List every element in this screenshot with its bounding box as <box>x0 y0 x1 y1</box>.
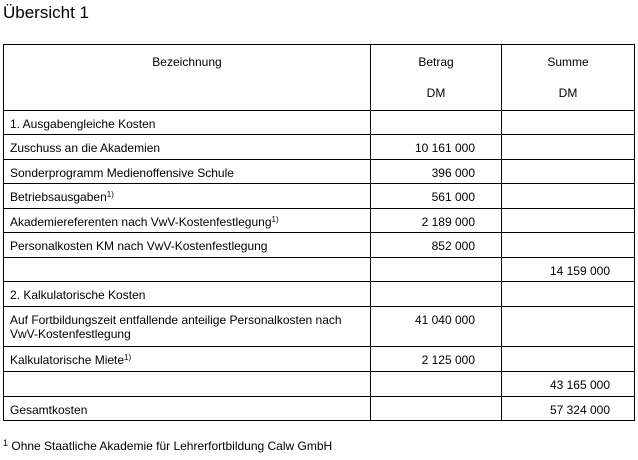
row-label: Gesamtkosten <box>10 403 88 417</box>
betrag-cell <box>371 111 502 135</box>
row-label-cell <box>4 372 371 397</box>
row-label-cell <box>4 233 371 258</box>
betrag-cell: 2 189 000 <box>371 209 502 233</box>
betrag-cell: 396 000 <box>371 160 502 184</box>
betrag-cell <box>371 258 502 282</box>
table-row <box>4 135 635 160</box>
footnote-marker: 1 <box>3 438 9 448</box>
summe-cell <box>502 184 635 209</box>
table-row <box>4 184 635 209</box>
subtotal-row <box>4 258 635 282</box>
betrag-cell: 41 040 000 <box>371 307 502 347</box>
cost-overview-table <box>3 44 635 421</box>
row-label-cell <box>4 135 371 160</box>
header-summe-label: Summe <box>547 55 589 69</box>
table-row <box>4 111 635 135</box>
summe-cell <box>502 282 635 307</box>
header-summe-unit: DM <box>558 86 578 100</box>
table-row <box>4 233 635 258</box>
row-label-cell <box>4 307 371 347</box>
summe-cell <box>502 111 635 135</box>
row-label-cell <box>4 184 371 209</box>
row-label: 1. Ausgabengleiche Kosten <box>10 117 156 131</box>
betrag-cell <box>371 282 502 307</box>
row-label-cell <box>4 209 371 233</box>
betrag-cell: 2 125 000 <box>371 347 502 372</box>
summe-cell: 14 159 000 <box>502 258 635 282</box>
row-label: Akademiereferenten nach VwV-Kostenfestlegung <box>10 215 272 229</box>
total-row <box>4 397 635 421</box>
table-row <box>4 282 635 307</box>
subtotal-row <box>4 372 635 397</box>
row-label: Auf Fortbildungszeit entfallende anteilige Personalkosten nach VwV-Kostenfestlegung <box>10 313 342 341</box>
row-label: Sonderprogramm Medienoffensive Schule <box>10 166 234 180</box>
footnote-ref: 1) <box>271 215 279 224</box>
row-label: Betriebsausgaben <box>10 190 107 204</box>
table-header-row <box>4 45 635 111</box>
row-label: Zuschuss an die Akademien <box>10 141 161 155</box>
row-label: Personalkosten KM nach VwV-Kostenfestlegung <box>10 239 268 253</box>
betrag-cell: 561 000 <box>371 184 502 209</box>
footnote-ref: 1) <box>124 353 132 362</box>
betrag-cell: 10 161 000 <box>371 135 502 160</box>
summe-cell <box>502 209 635 233</box>
row-label-cell <box>4 258 371 282</box>
header-summe <box>502 45 635 111</box>
row-label-cell <box>4 111 371 135</box>
row-label-cell <box>4 397 371 421</box>
summe-cell <box>502 347 635 372</box>
header-betrag-unit: DM <box>426 86 446 100</box>
summe-cell <box>502 135 635 160</box>
page-title: Übersicht 1 <box>3 3 89 22</box>
betrag-cell <box>371 397 502 421</box>
header-bezeichnung <box>4 45 371 111</box>
row-label-cell <box>4 282 371 307</box>
row-label: 2. Kalkulatorische Kosten <box>10 288 146 302</box>
summe-cell <box>502 307 635 347</box>
summe-cell: 57 324 000 <box>502 397 635 421</box>
header-bezeichnung-label: Bezeichnung <box>152 55 222 69</box>
header-betrag <box>371 45 502 111</box>
table-row <box>4 209 635 233</box>
row-label: Kalkulatorische Miete <box>10 353 125 367</box>
footnote-ref: 1) <box>106 190 114 199</box>
footnote <box>3 438 332 454</box>
summe-cell: 43 165 000 <box>502 372 635 397</box>
summe-cell <box>502 233 635 258</box>
row-label-cell <box>4 347 371 372</box>
table-row <box>4 160 635 184</box>
summe-cell <box>502 160 635 184</box>
betrag-cell <box>371 372 502 397</box>
table-row <box>4 347 635 372</box>
row-label-cell <box>4 160 371 184</box>
footnote-text: Ohne Staatliche Akademie für Lehrerfortbildung Calw GmbH <box>11 439 333 453</box>
betrag-cell: 852 000 <box>371 233 502 258</box>
header-betrag-label: Betrag <box>418 55 454 69</box>
table-row <box>4 307 635 347</box>
